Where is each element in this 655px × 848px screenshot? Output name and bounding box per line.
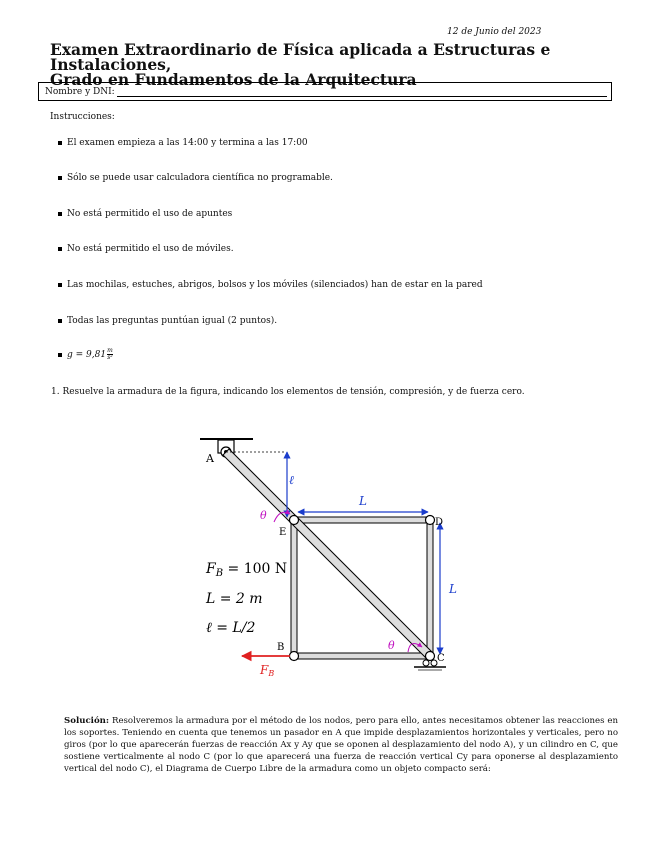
member-ec [291, 517, 433, 659]
name-dni-box[interactable] [38, 82, 612, 101]
dimension-ell-label: ℓ [289, 473, 294, 487]
instruction-item: Las mochilas, estuches, abrigos, bolsos y los móviles (silenciados) han de estar en la pared [58, 280, 483, 290]
equation-force: $F_B = 100$ N [206, 561, 288, 579]
truss-figure [190, 430, 480, 680]
title-line-1: Examen Extraordinario de Física aplicada a Estructuras e Instalaciones, [50, 40, 551, 74]
bullet-icon [58, 283, 62, 287]
instruction-item: No está permitido el uso de apuntes [58, 209, 232, 219]
bullet-icon [58, 319, 62, 323]
instruction-item: No está permitido el uso de móviles. [58, 244, 234, 254]
exam-date: 12 de Junio del 2023 [447, 27, 542, 37]
node-e [290, 516, 299, 525]
member-ed [294, 517, 430, 523]
instruction-item-gravity: g = 9,81 m s² [58, 348, 113, 361]
angle-label-bottom: θ [388, 639, 395, 652]
instruction-item: Todas las preguntas puntúan igual (2 puntos). [58, 316, 277, 326]
title-line-2: Grado en Fundamentos de la Arquitectura [50, 70, 417, 89]
name-dni-label: Nombre y DNI: [45, 87, 115, 97]
member-bc [294, 653, 430, 659]
member-dc [427, 520, 433, 656]
node-label-c: C [437, 653, 445, 664]
bullet-icon [58, 176, 62, 180]
node-d [426, 516, 435, 525]
instruction-item: El examen empieza a las 14:00 y termina a las 17:00 [58, 138, 308, 148]
bullet-icon [58, 141, 62, 145]
solution-label: Solución: [64, 716, 110, 726]
bullet-icon [58, 247, 62, 251]
bullet-icon [58, 353, 62, 357]
equation-ell: ℓ = L/2 [206, 620, 256, 636]
bullet-icon [58, 212, 62, 216]
question-1: 1. Resuelve la armadura de la figura, indicando los elementos de tensión, compresión, y de fuerza cero. [51, 387, 525, 397]
gravity-unit-fraction: m s² [107, 347, 113, 361]
node-b [290, 652, 299, 661]
force-fb-label: FB [260, 663, 275, 678]
instructions-title: Instrucciones: [50, 112, 115, 122]
dimension-L-top-label: L [359, 494, 367, 508]
member-eb [291, 520, 297, 656]
exam-title [50, 42, 620, 87]
node-label-d: D [435, 517, 444, 528]
name-dni-line[interactable] [117, 96, 607, 97]
node-label-b: B [277, 642, 285, 653]
node-label-a: A [206, 452, 214, 465]
solution-text: Resolveremos la armadura por el método de los nodos, pero para ello, antes necesitamos obtener las reacciones en los soportes. Teniendo en cuenta que tenemos un pasador en A que impide desplazamientos horizontales y verticales, pero no giros (por lo que aparecerán fuerzas de reacción Ax y Ay que se oponen al desplazamiento del nodo A), y un cilindro en C, que sostiene verticalmente al nodo C (por lo que aparecerá una fuerza de reacción vertical Cy para oponerse al desplazamiento vertical del nodo C), el Diagrama de Cuerpo Libre de la armadura como un objeto compacto será: [64, 716, 618, 774]
solution-paragraph [64, 715, 618, 775]
instruction-item: Sólo se puede usar calculadora científica no programable. [58, 173, 333, 183]
node-c [426, 652, 435, 661]
equation-L: L = 2 m [206, 591, 263, 607]
dimension-L-right-label: L [449, 582, 457, 596]
node-label-e: E [279, 527, 287, 538]
angle-label-top: θ [260, 509, 267, 522]
